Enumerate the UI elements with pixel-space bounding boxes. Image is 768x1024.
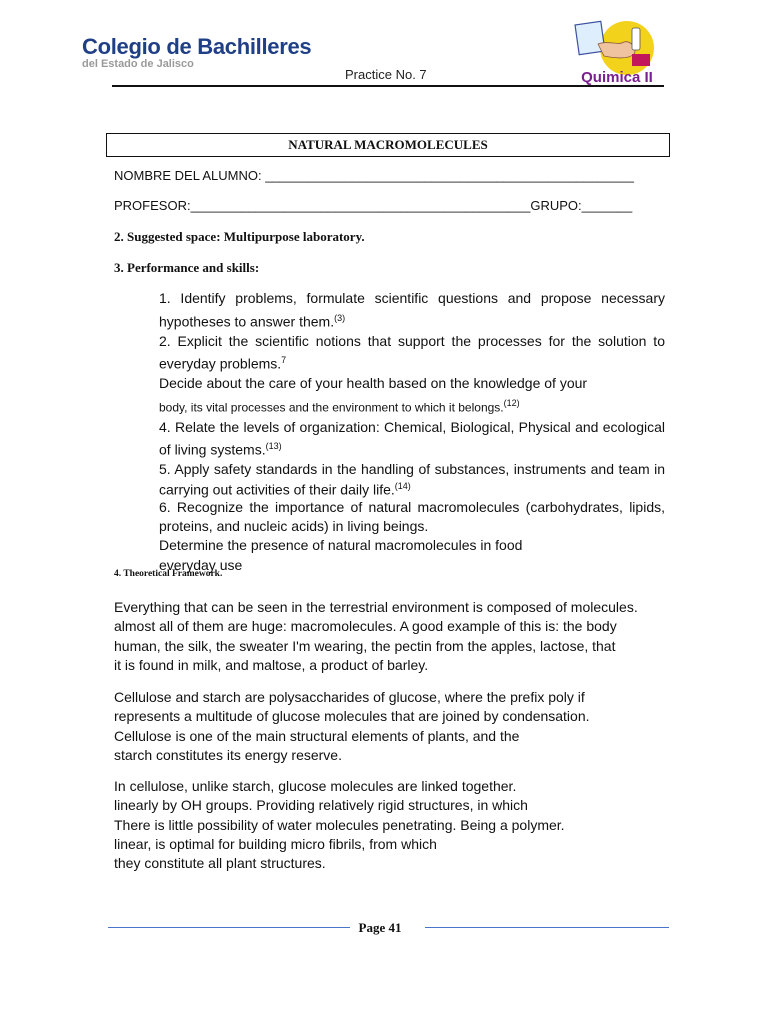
skill-item: Determine the presence of natural macromolecules in food everyday use [159,537,523,573]
skill-item: 1. Identify problems, formulate scientific questions and propose necessary hypotheses to answer them.$^{(3)}$ [159,290,665,330]
practice-number: Practice No. 7 [345,67,427,82]
page-title: NATURAL MACROMOLECULES [106,133,670,157]
section-framework-heading: 4. Theoretical Framework. [114,569,223,579]
framework-paragraph-3: In cellulose, unlike starch, glucose molecules are linked together. linearly by OH groups. Providing relatively rigid structures, in which There is little possibility of water molecules penetrating. Being a polymer. linear, is optimal for building micro fibrils, from which they constitute all plant structures. [114,778,565,872]
school-subtitle: del Estado de Jalisco [82,58,194,70]
section-suggested-space: 2. Suggested space: Multipurpose laboratory. [114,229,365,244]
skill-item: Decide about the care of your health based on the knowledge of your body, its vital processes and the environment to which it belongs.$^{(12)}$ [159,375,588,415]
teacher-group-field: PROFESOR:_______________________________________________GRUPO:_______ [114,198,633,213]
school-name: Colegio de Bachilleres [82,34,312,59]
skill-item: 2. Explicit the scientific notions that support the processes for the solution to everyday problems.$^7$ [159,332,665,372]
student-name-field: NOMBRE DEL ALUMNO: ___________________________________________________ [114,168,634,183]
logo-hand-icon [598,42,635,58]
footer-line-right [425,927,669,928]
logo-text: Quimica II [581,69,653,86]
section-skills-heading: 3. Performance and skills: [114,260,260,275]
quimica-logo [572,20,662,86]
skills-list [159,289,665,575]
framework-paragraph-1: Everything that can be seen in the terrestrial environment is composed of molecules. almost all of them are huge: macromolecules. A good example of this is: the body human, the silk, the sweater I'm wearing, the pectin from the apples, lactose, that it is found in milk, and maltose, a product of barley. [114,599,638,673]
skill-item: 5. Apply safety standards in the handling of substances, instruments and team in carrying out activities of their daily life.$^{(14)}$ [159,460,665,498]
logo-flask-icon [632,28,640,50]
footer-line-left [108,927,350,928]
page-number: Page 41 [358,920,402,935]
framework-paragraph-2: Cellulose and starch are polysaccharides of glucose, where the prefix poly if represents a multitude of glucose molecules that are joined by condensation. Cellulose is one of the main structural elements of plants, and the starch constitutes its energy reserve. [114,689,590,763]
skill-item: 4. Relate the levels of organization: Chemical, Biological, Physical and ecological of living systems.$^{(13)}$ [159,418,665,459]
skill-item: 6. Recognize the importance of natural macromolecules (carbohydrates, lipids, proteins, and nucleic acids) in living beings. [159,499,665,535]
